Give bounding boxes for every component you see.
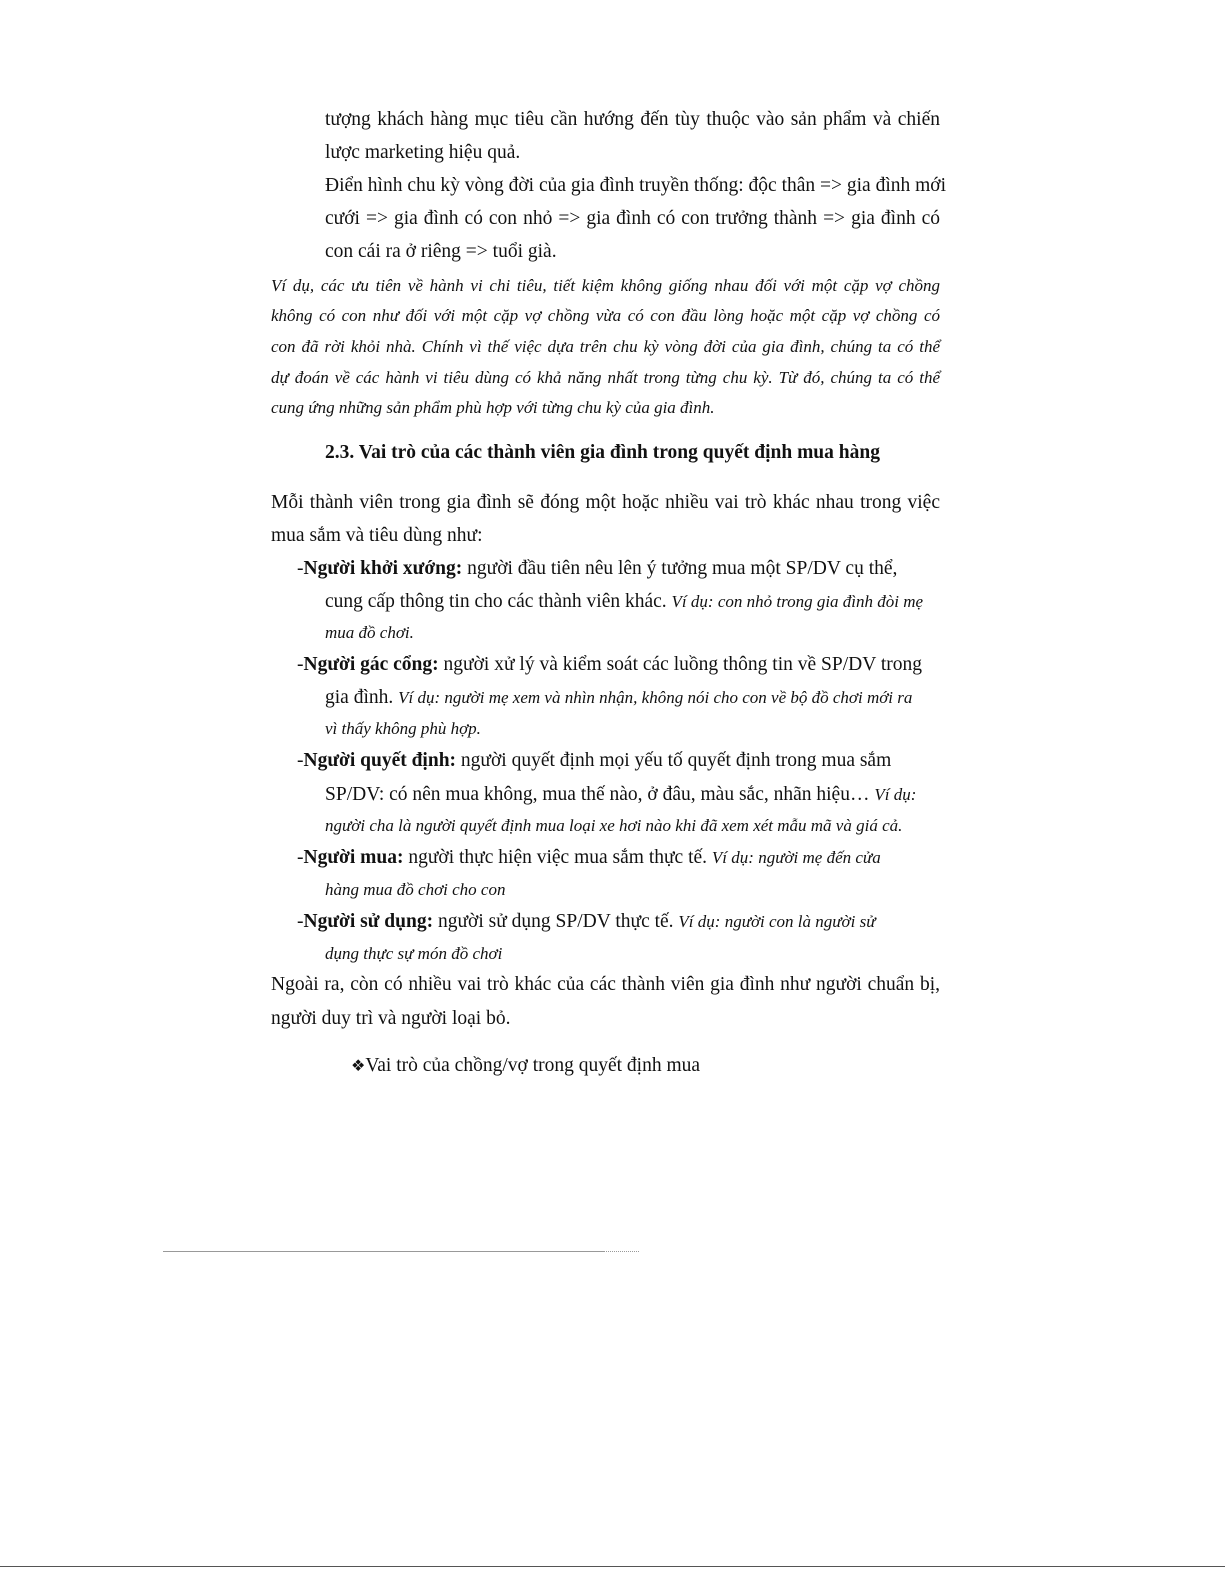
role-description: gia đình. [325,687,399,708]
roles-intro-line-1: Mỗi thành viên trong gia đình sẽ đóng một hoặc nhiều vai trò khác nhau trong việc [271,492,940,513]
role-description: người sử dụng SP/DV thực tế. [433,911,679,932]
role-term: Người sử dụng: [303,911,434,932]
role-example: Ví dụ: người mẹ đến cửa [711,848,881,867]
role-gatekeeper-line-3: vì thấy không phù hợp. [325,719,481,738]
role-description: người quyết định mọi yếu tố quyết định trong mua sắm [456,750,892,771]
lifecycle-line-2: cưới => gia đình có con nhỏ => gia đình có con trưởng thành => gia đình có [325,208,940,229]
role-description: SP/DV: có nên mua không, mua thế nào, ở đâu, màu sắc, nhãn hiệu… [325,784,875,805]
role-example: Ví dụ: [874,785,917,804]
closing-line-1: Ngoài ra, còn có nhiều vai trò khác của các thành viên gia đình như người chuẩn bị, [271,974,940,995]
lifecycle-line-1: Điển hình chu kỳ vòng đời của gia đình truyền thống: độc thân => gia đình mới [325,175,947,196]
role-dash: - [297,911,304,932]
intro-line-1: tượng khách hàng mục tiêu cần hướng đến tùy thuộc vào sản phẩm và chiến [325,109,940,130]
role-initiator [297,557,897,581]
role-description: người thực hiện việc mua sắm thực tế. [403,847,712,868]
section-heading: 2.3. Vai trò của các thành viên gia đình trong quyết định mua hàng [325,442,880,463]
role-example: Ví dụ: người mẹ xem và nhìn nhận, không nói cho con về bộ đồ chơi mới ra [398,688,913,707]
role-decider [297,749,891,773]
example-line-1: Ví dụ, các ưu tiên về hành vi chi tiêu, tiết kiệm không giống nhau đối với một cặp vợ chồng [271,276,940,295]
role-term: Người quyết định: [303,750,457,771]
role-example: Ví dụ: con nhỏ trong gia đình đòi mẹ [671,592,924,611]
role-buyer-line-2: hàng mua đồ chơi cho con [325,880,506,899]
role-dash: - [297,847,304,868]
role-description: người đầu tiên nêu lên ý tưởng mua một SP/DV cụ thể, [462,558,898,579]
role-gatekeeper [297,653,922,677]
role-description: người xử lý và kiểm soát các luồng thông tin về SP/DV trong [438,654,922,675]
role-description: cung cấp thông tin cho các thành viên khác. [325,591,672,612]
diamond-bullet-icon: ❖ [351,1056,366,1075]
footnote-separator [163,1251,603,1252]
role-initiator-line-3: mua đồ chơi. [325,623,414,642]
lifecycle-line-3: con cái ra ở riêng => tuổi già. [325,241,557,262]
role-user-line-2: dụng thực sự món đồ chơi [325,944,503,963]
role-decider-line-2 [325,783,916,807]
example-line-5: cung ứng những sản phẩm phù hợp với từng chu kỳ của gia đình. [271,398,715,417]
role-example: Ví dụ: người con là người sử [678,912,876,931]
role-dash: - [297,750,304,771]
intro-line-2: lược marketing hiệu quả. [325,142,521,163]
role-term: Người gác cổng: [303,654,439,675]
role-dash: - [297,654,304,675]
footnote-separator-dots [603,1251,639,1252]
example-line-4: dự đoán về các hành vi tiêu dùng có khả năng nhất trong từng chu kỳ. Từ đó, chúng ta có thể [271,368,940,387]
role-decider-line-3: người cha là người quyết định mua loại xe hơi nào khi đã xem xét mẫu mã và giá cả. [325,816,903,835]
example-line-3: con đã rời khỏi nhà. Chính vì thế việc dựa trên chu kỳ vòng đời của gia đình, chúng ta có thể [271,337,940,356]
closing-line-2: người duy trì và người loại bỏ. [271,1008,511,1029]
role-dash: - [297,558,304,579]
roles-intro-line-2: mua sắm và tiêu dùng như: [271,525,483,546]
role-gatekeeper-line-2 [325,686,912,710]
role-buyer [297,846,881,870]
role-user [297,910,875,934]
role-term: Người mua: [303,847,404,868]
role-initiator-line-2 [325,590,923,614]
page-bottom-rule [0,1566,1225,1567]
role-term: Người khởi xướng: [303,558,463,579]
bullet-heading-text: Vai trò của chồng/vợ trong quyết định mua [365,1055,701,1076]
bullet-heading [351,1054,700,1078]
example-line-2: không có con như đối với một cặp vợ chồng vừa có con đầu lòng hoặc một cặp vợ chồng có [271,306,940,325]
